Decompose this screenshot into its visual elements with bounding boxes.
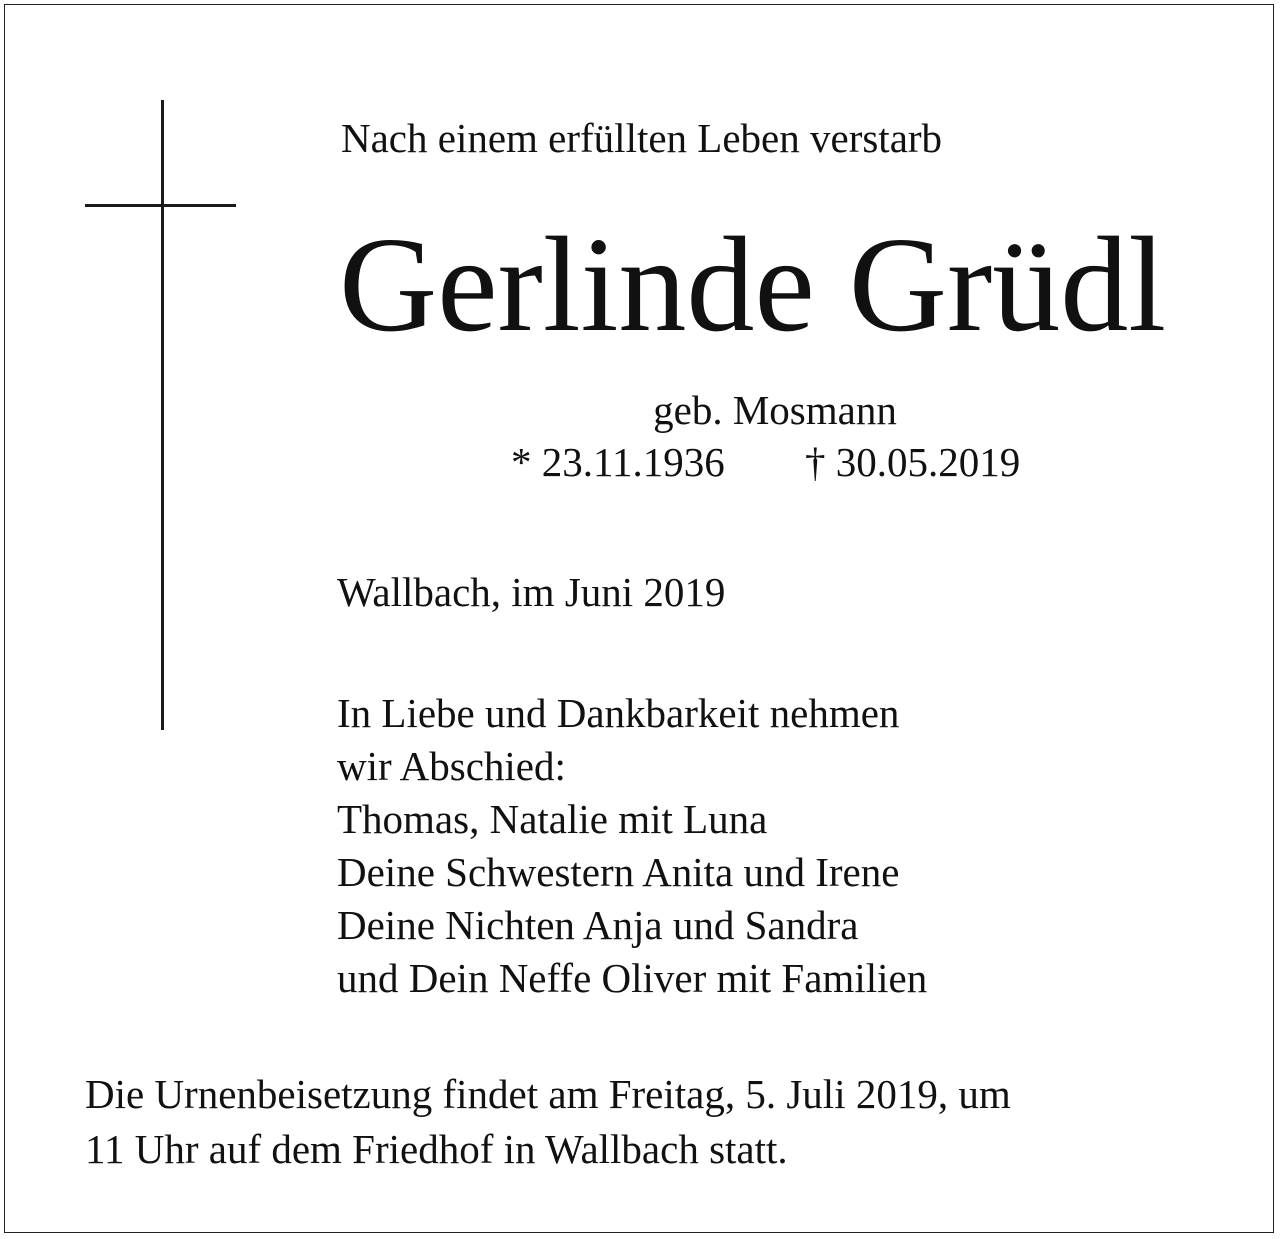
funeral-info (85, 1067, 1011, 1177)
mourners-line: und Dein Neffe Oliver mit Familien (337, 955, 928, 1001)
cross-horizontal-bar (85, 204, 236, 207)
deceased-name: Gerlinde Grüdl (339, 210, 1167, 360)
place-and-date: Wallbach, im Juni 2019 (337, 569, 726, 615)
intro-text: Nach einem erfüllten Leben verstarb (341, 115, 943, 161)
funeral-line: 11 Uhr auf dem Friedhof in Wallbach statt. (85, 1126, 788, 1172)
mourners-line: Deine Nichten Anja und Sandra (337, 902, 859, 948)
mourners-line: wir Abschied: (337, 743, 566, 789)
death-date: † 30.05.2019 (805, 439, 1021, 485)
mourners-line: In Liebe und Dankbarkeit nehmen (337, 690, 900, 736)
mourners-line: Deine Schwestern Anita und Irene (337, 849, 900, 895)
mourners-line: Thomas, Natalie mit Luna (337, 796, 768, 842)
funeral-line: Die Urnenbeisetzung findet am Freitag, 5. Juli 2019, um (85, 1071, 1011, 1117)
maiden-name: geb. Mosmann (653, 387, 897, 433)
mourners-block (337, 687, 927, 1005)
obituary-notice (4, 4, 1274, 1233)
birth-date: * 23.11.1936 (511, 439, 725, 485)
